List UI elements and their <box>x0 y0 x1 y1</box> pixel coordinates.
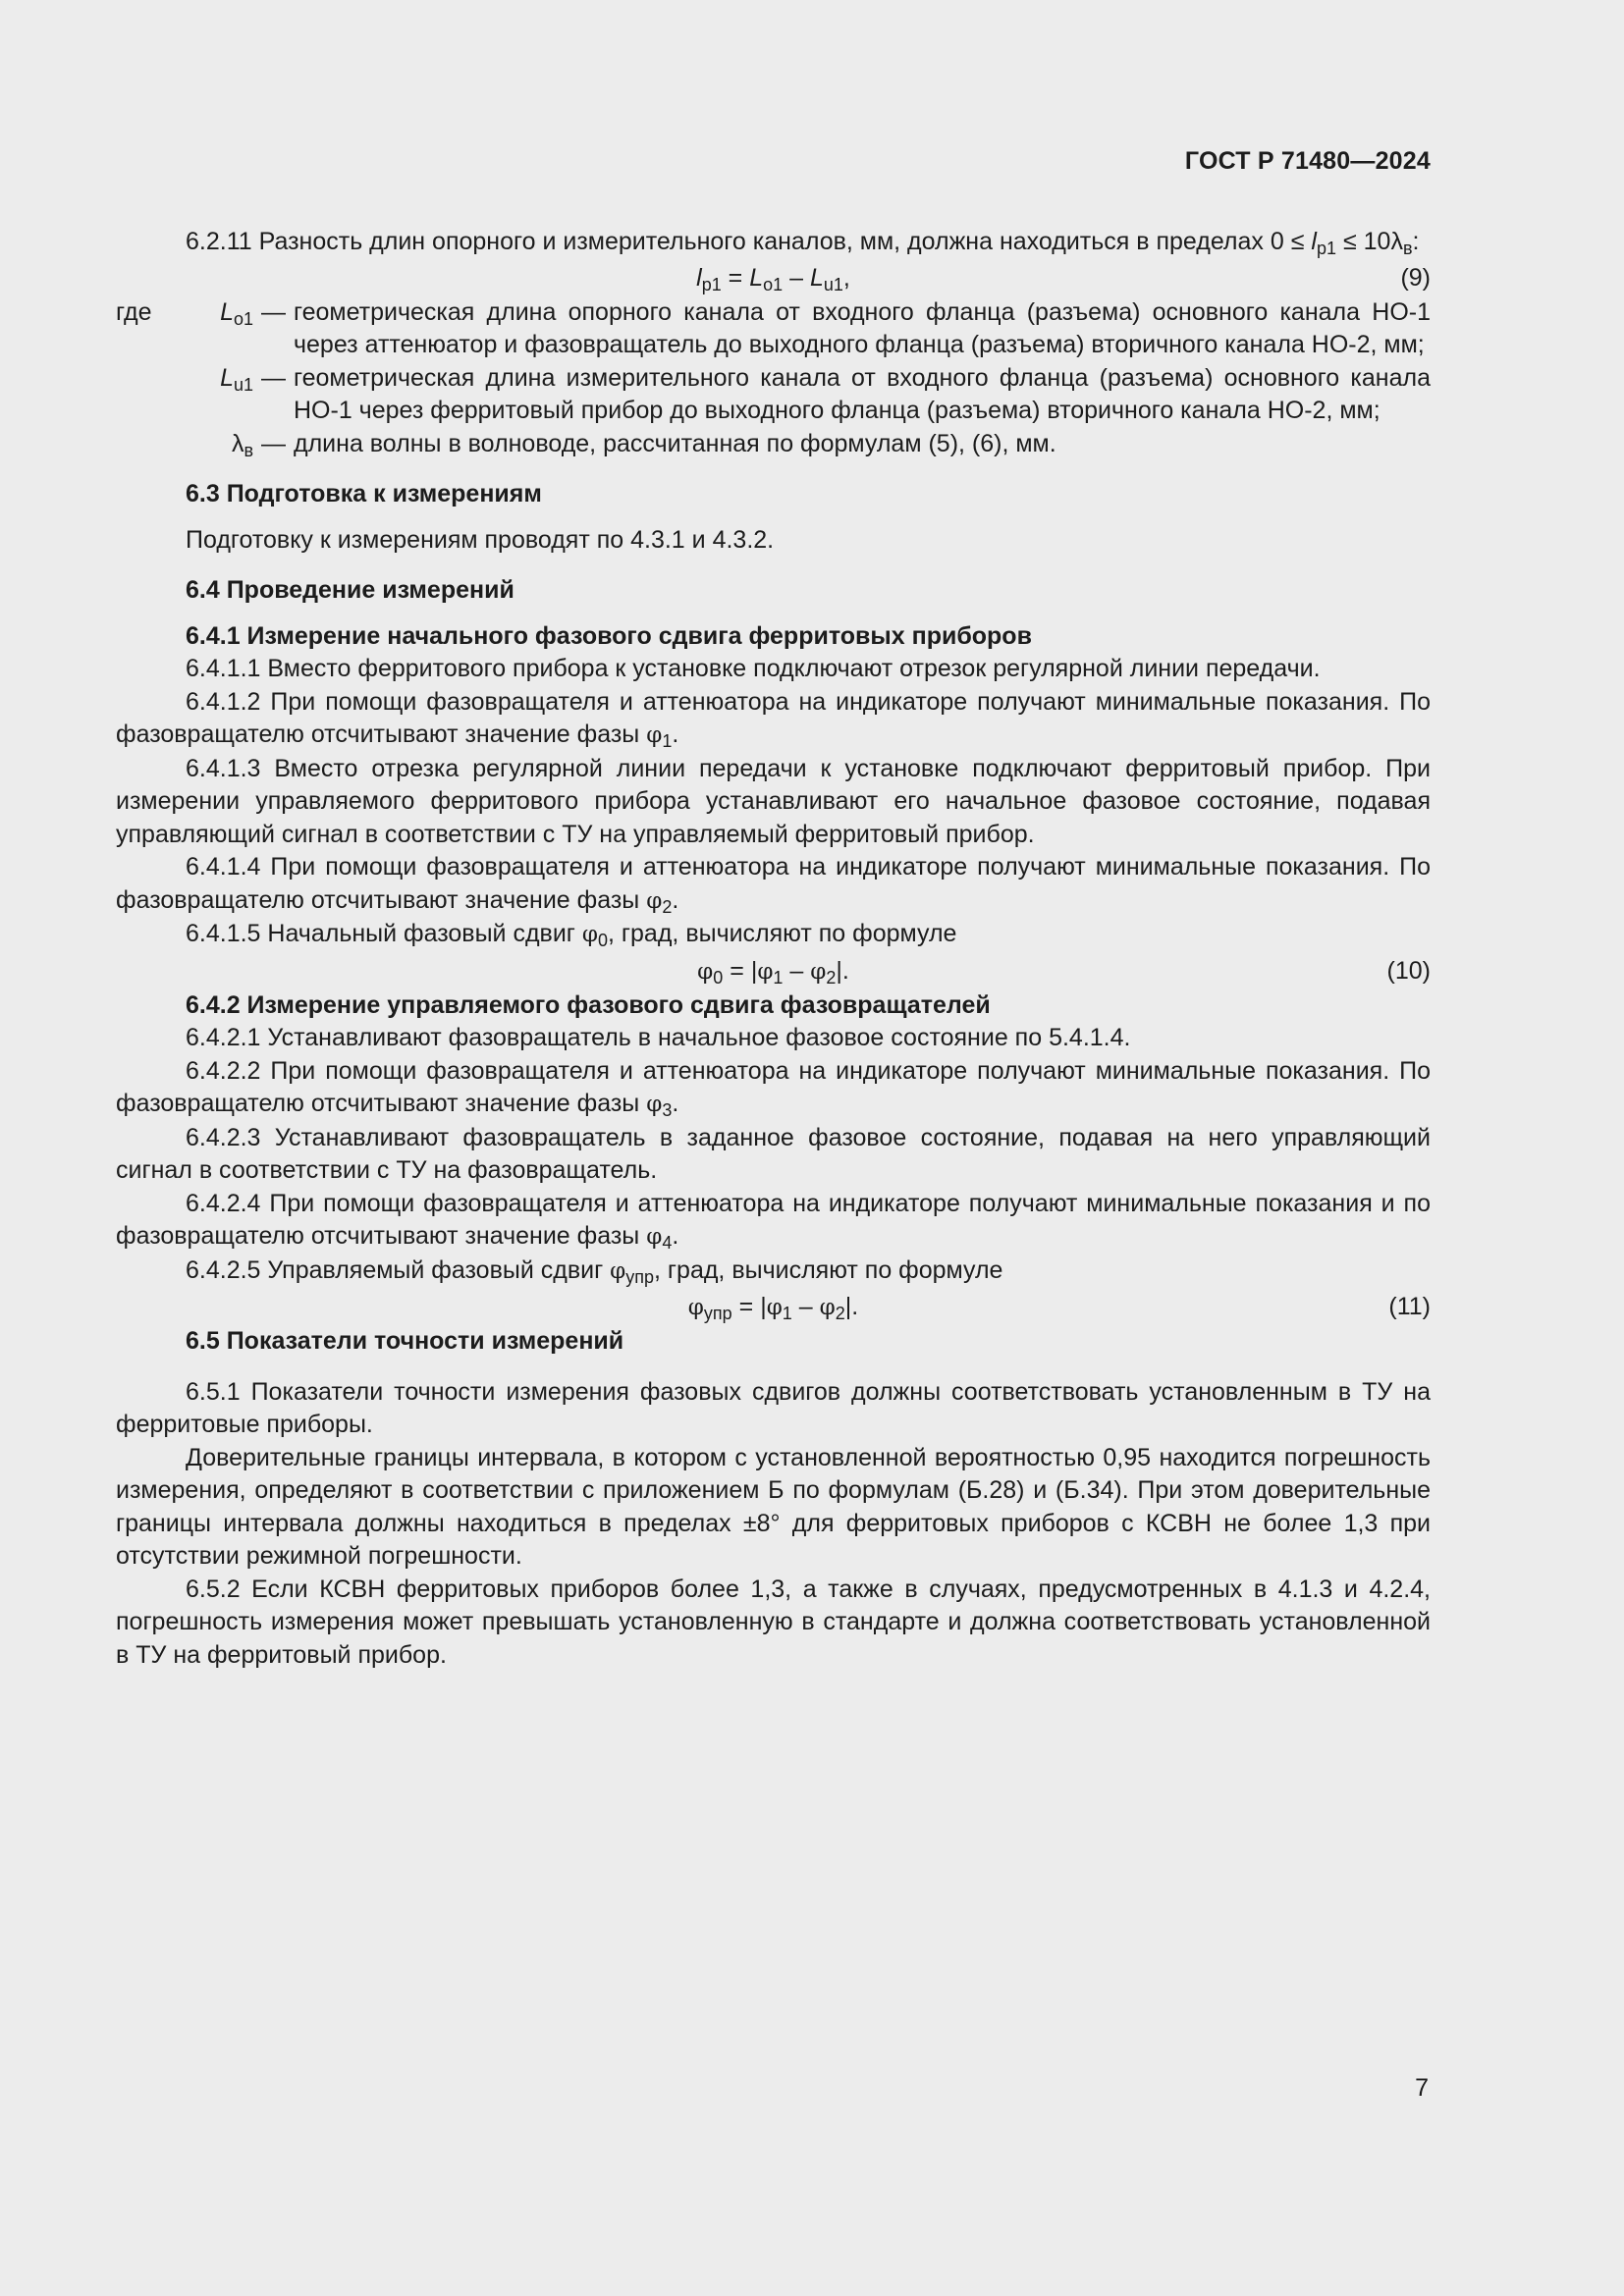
paragraph-6-4-1-3: 6.4.1.3 Вместо отрезка регулярной линии передачи к установке подключают ферритовый прибор. При измерении управляемого ферритового прибора устанавливают его начальное фазовое состояние, подавая управляющий сигнал в соответствии с ТУ на управляемый ферритовый прибор. <box>116 754 1431 848</box>
paragraph-6-5-2: 6.5.2 Если КСВН ферритовых приборов более 1,3, а также в случаях, предусмотренных в 4.1.3 и 4.2.4, погрешность измерения может превышать установленную в стандарте и должна соответствовать установленной в ТУ на ферритовый прибор. <box>116 1575 1431 1669</box>
paragraph-confidence: Доверительные границы интервала, в котором с установленной вероятностью 0,95 находится погрешность измерения, определяют в соответствии с приложением Б по формулам (Б.28) и (Б.34). При этом доверительные границы интервала должны находиться в пределах ±8° для ферритовых приборов с КСВН не более 1,3 при отсутствии режимной погрешности. <box>116 1443 1431 1570</box>
document-header: ГОСТ Р 71480—2024 <box>1184 147 1431 175</box>
paragraph-6-5-1: 6.5.1 Показатели точности измерения фазовых сдвигов должны соответствовать установленным в ТУ на ферритовые приборы. <box>116 1377 1431 1438</box>
paragraph-6-4-1-4: 6.4.1.4 При помощи фазовращателя и аттенюатора на индикаторе получают минимальные показания. По фазовращателю отсчитывают значение фазы $\varphi_2$. <box>116 853 1431 917</box>
formula-10: $\varphi_0 = |\varphi_1 - \varphi_2|$. (10) <box>116 952 1431 989</box>
variable-definitions <box>116 296 1431 461</box>
definition-lu1: $L_{u1}$ — геометрическая длина измерительного канала от входного фланца (разъема) основного канала НО-1 через ферритовый прибор до выходного фланца (разъема) вторичного канала НО-2, мм; <box>220 363 1431 424</box>
formula-11: $\varphi_{упр} = |\varphi_1 - \varphi_2|$. (11) <box>116 1288 1431 1325</box>
paragraph-6-4-2-3: 6.4.2.3 Устанавливают фазовращатель в заданное фазовое состояние, подавая на него управляющий сигнал в соответствии с ТУ на фазовращатель. <box>116 1123 1431 1184</box>
paragraph-6-4-2-1: 6.4.2.1 Устанавливают фазовращатель в начальное фазовое состояние по 5.4.1.4. <box>186 1024 1131 1051</box>
paragraph-6-3: Подготовку к измерениям проводят по 4.3.1 и 4.3.2. <box>186 525 775 554</box>
heading-6-3: 6.3 Подготовка к измерениям <box>186 480 542 507</box>
definition-lo1: где $L_{o1}$ — геометрическая длина опорного канала от входного фланца (разъема) основного канала НО-1 через аттенюатор и фазовращатель до выходного фланца (разъема) вторичного канала НО-2, мм; <box>116 297 1431 358</box>
paragraph-6-4-2-4: 6.4.2.4 При помощи фазовращателя и аттенюатора на индикаторе получают минимальные показания и по фазовращателю отсчитывают значение фазы $\varphi_4$. <box>116 1189 1431 1253</box>
formula-number: (10) <box>1386 956 1431 985</box>
paragraph-6-4-2-5: 6.4.2.5 Управляемый фазовый сдвиг $\varphi_{упр}$, град, вычисляют по формуле <box>186 1255 1003 1287</box>
document-body <box>116 226 1431 1672</box>
paragraph-6-2-11: 6.2.11 Разность длин опорного и измерительного каналов, мм, должна находиться в пределах $0 \le l_{p1} \le 10\lambda_в$: <box>186 228 1420 258</box>
formula-9: $l_{p1} = L_{o1} - L_{u1}$, (9) <box>116 259 1431 296</box>
paragraph-6-4-2-2: 6.4.2.2 При помощи фазовращателя и аттенюатора на индикаторе получают минимальные показания. По фазовращателю отсчитывают значение фазы $\varphi_3$. <box>116 1056 1431 1120</box>
heading-6-5: 6.5 Показатели точности измерений <box>186 1327 624 1355</box>
heading-6-4-2: 6.4.2 Измерение управляемого фазового сдвига фазовращателей <box>186 990 991 1019</box>
formula-number: (11) <box>1388 1293 1431 1320</box>
paragraph-6-4-1-5: 6.4.1.5 Начальный фазовый сдвиг $\varphi_0$, град, вычисляют по формуле <box>186 920 957 950</box>
formula-number: (9) <box>1400 263 1431 292</box>
paragraph-6-4-1-1: 6.4.1.1 Вместо ферритового прибора к установке подключают отрезок регулярной линии передачи. <box>186 655 1321 682</box>
paragraph-6-4-1-2: 6.4.1.2 При помощи фазовращателя и аттенюатора на индикаторе получают минимальные показания. По фазовращателю отсчитывают значение фазы $\varphi_1$. <box>116 687 1431 751</box>
definition-lambda: $\lambda_в$ — длина волны в волноводе, рассчитанная по формулам (5), (6), мм. <box>231 429 1056 460</box>
page-number: 7 <box>1415 2074 1429 2102</box>
heading-6-4-1: 6.4.1 Измерение начального фазового сдвига ферритовых приборов <box>186 621 1032 650</box>
heading-6-4: 6.4 Проведение измерений <box>186 576 514 604</box>
